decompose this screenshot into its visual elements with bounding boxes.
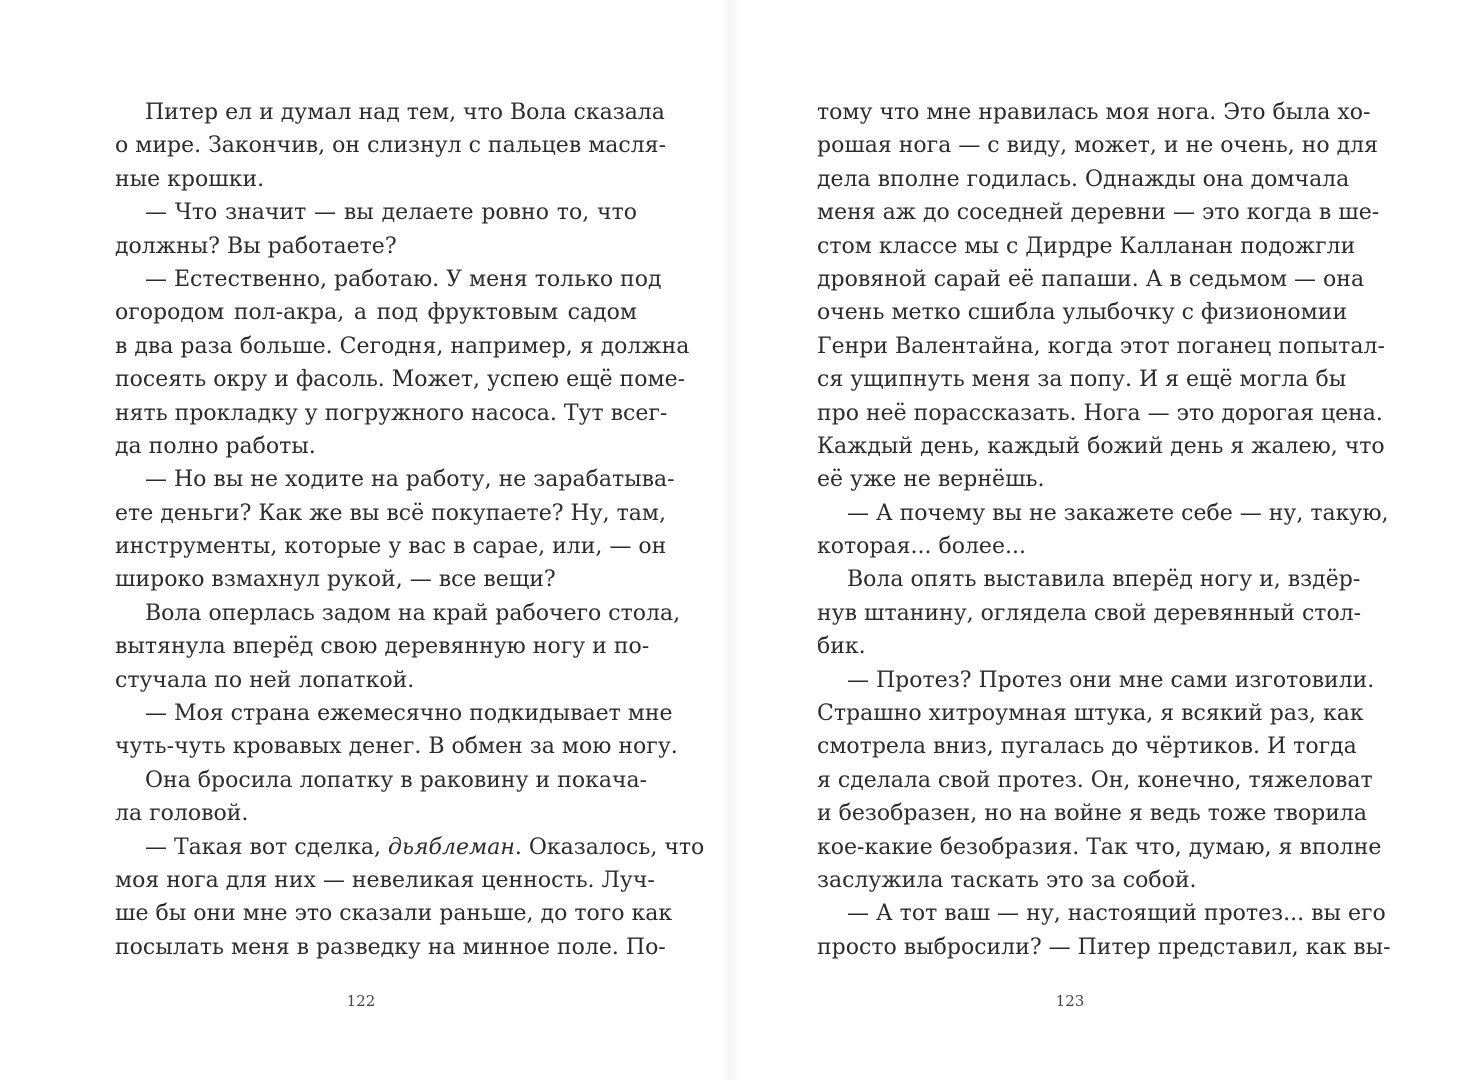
text-line: — Протез? Протез они мне сами изготовили.: [847, 667, 1375, 693]
text-line: Каждый день, каждый божий день я жалею, что: [817, 433, 1385, 459]
text-line: посылать меня в разведку на минное поле. По-: [115, 934, 666, 960]
text-line: я сделала свой протез. Он, конечно, тяжеловат: [817, 767, 1373, 793]
text-line: широко взмахнул рукой, — все вещи?: [115, 567, 556, 593]
text-line: просто выбросили? — Питер представил, как вы-: [817, 934, 1391, 960]
text-line: ете деньги? Как же вы всё покупаете? Ну, там,: [115, 500, 667, 526]
text-line: нув штанину, оглядела свой деревянный стол-: [817, 600, 1362, 626]
right-page-number: 123: [1055, 992, 1085, 1010]
text-line: рошая нога — с виду, может, и не очень, но для: [817, 133, 1378, 159]
text-line: меня аж до соседней деревни — это когда в ше-: [817, 200, 1380, 226]
text-line: очень метко сшибла улыбочку с физиономии: [817, 300, 1348, 326]
text-line: ные крошки.: [115, 166, 265, 192]
text-line: инструменты, которые у вас в сарае, или, — он: [115, 534, 667, 560]
text-line: — Что значит — вы делаете ровно то, что: [145, 200, 637, 226]
text-line: бик.: [817, 634, 866, 660]
text-line: о мире. Закончив, он слизнул с пальцев масля-: [115, 133, 667, 159]
text-line: Вола оперлась задом на край рабочего стола,: [145, 600, 681, 626]
book-spine: [720, 0, 740, 1080]
text-line: стучала по ней лопаткой.: [115, 667, 415, 693]
text-line: — Естественно, работаю. У меня только под: [145, 266, 662, 292]
text-line: Она бросила лопатку в раковину и покача-: [145, 767, 648, 793]
text-line: вытянула вперёд свою деревянную ногу и по-: [115, 634, 650, 660]
text-line: ше бы они мне это сказали раньше, до того как: [115, 901, 673, 927]
right-page-text: [817, 96, 1391, 964]
text-line: дровяной сарай её папаши. А в седьмом — она: [817, 266, 1365, 292]
text-line: ся ущипнуть меня за попу. И я ещё могла бы: [817, 367, 1347, 393]
text-line: чуть-чуть кровавых денег. В обмен за мою ногу.: [115, 734, 678, 760]
text-line: нять прокладку у погружного насоса. Тут всег-: [115, 400, 668, 426]
text-line: — А почему вы не закажете себе — ну, такую,: [847, 500, 1389, 526]
text-line: тому что мне нравилась моя нога. Это была хо-: [817, 100, 1371, 125]
text-line: в два раза больше. Сегодня, например, я должна: [115, 333, 690, 359]
text-line: и безобразен, но на войне я ведь тоже творила: [817, 801, 1368, 827]
left-page-text: [115, 96, 705, 964]
text-line: моя нога для них — невеликая ценность. Луч-: [115, 867, 655, 893]
text-line: кое-какие безобразия. Так что, думаю, я вполне: [817, 834, 1382, 860]
text-line: Страшно хитроумная штука, я всякий раз, как: [817, 701, 1364, 727]
text-line: про неё порассказать. Нога — это дорогая цена.: [817, 400, 1383, 426]
text-line: которая... более...: [817, 534, 1026, 560]
text-line: дела вполне годилась. Однажды она домчала: [817, 166, 1350, 192]
text-line: её уже не вернёшь.: [817, 467, 1045, 493]
text-line: огородом пол-акра, а под фруктовым садом: [115, 300, 637, 326]
text-line: Вола опять выставила вперёд ногу и, вздёр-: [847, 567, 1361, 593]
text-line: — Но вы не ходите на работу, не зарабатыва-: [145, 467, 675, 493]
text-line: должны? Вы работаете?: [115, 233, 397, 259]
text-line: — Такая вот сделка, дьяблеман. Оказалось, что: [145, 834, 705, 860]
text-line: Генри Валентайна, когда этот поганец попытал-: [817, 333, 1385, 359]
text-line: — А тот ваш — ну, настоящий протез... вы его: [847, 901, 1386, 927]
text-line: Питер ел и думал над тем, что Вола сказала: [145, 100, 665, 125]
text-line: стом классе мы с Дирдре Калланан подожгли: [817, 233, 1356, 259]
text-line: заслужила таскать это за собой.: [817, 867, 1197, 893]
text-line: да полно работы.: [115, 433, 316, 459]
text-line: ла головой.: [115, 801, 249, 827]
text-line: смотрела вниз, пугалась до чёртиков. И тогда: [817, 734, 1357, 760]
text-line: — Моя страна ежемесячно подкидывает мне: [145, 701, 673, 727]
left-page-number: 122: [346, 992, 376, 1010]
text-line: посеять окру и фасоль. Может, успею ещё поме-: [115, 367, 686, 393]
